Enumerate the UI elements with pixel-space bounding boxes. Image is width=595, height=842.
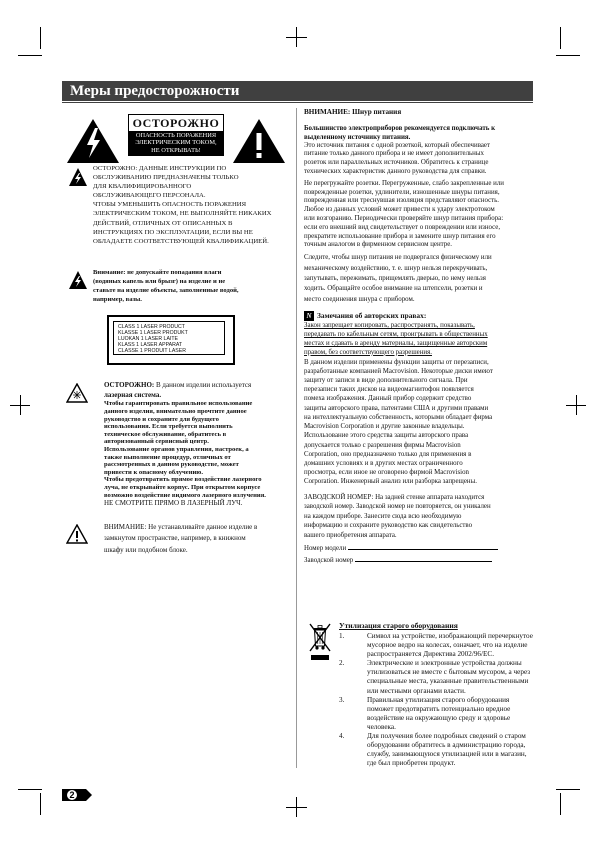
text-line: В данном изделии используется xyxy=(154,381,252,389)
text-line: ходить. Обращайте особое внимание на штепсели, розетки и xyxy=(304,285,483,293)
text-line: Внимание: не допускайте попадания влаги xyxy=(93,269,222,276)
text-line: Macrovision Corporation и другие законные владельцы. xyxy=(304,423,465,431)
text-line: рассмотренных в данном руководстве, может xyxy=(104,461,239,469)
item-text: Электрические и электронные устройства должны утилизоваться не вместе с бытовым мусором, а через специальные места, указанные правительственными или местными органами власти. xyxy=(367,659,531,695)
text-line: ОБСЛУЖИВАЮЩЕГО ПЕРСОНАЛА. xyxy=(93,192,206,200)
serial-number-blank xyxy=(355,561,492,562)
text-line: если его внешний вид свидетельствует о повреждении или износе, xyxy=(304,223,501,231)
list-item xyxy=(339,732,533,768)
service-caution-text xyxy=(93,164,293,246)
text-line: допускается только с разрешения фирмы Macrovision xyxy=(304,441,461,449)
text-line: на каждом приборе. Занесите сюда всю необходимую xyxy=(304,512,462,520)
text-line: Чтобы гарантировать правильное использование xyxy=(104,400,253,408)
disposal-list xyxy=(339,632,533,768)
text-line: луча, не открывайте корпус. При открытом корпусе xyxy=(104,483,261,491)
list-item xyxy=(339,696,533,732)
text-line: ЧТОБЫ УМЕНЬШИТЬ ОПАСНОСТЬ ПОРАЖЕНИЯ xyxy=(93,201,247,209)
text-line: механическому воздействию, т. е. шнур нельзя перекручивать, xyxy=(304,264,488,272)
text-line: или возгоранию. Периодически проверяйте шнур питания прибора: xyxy=(304,214,504,222)
text-line: использования. Если требуется выполнить xyxy=(104,423,233,431)
text-line: Это источник питания с одной розеткой, который обеспечивает xyxy=(304,141,490,149)
text-line: технических характеристик данного руководства для справки. xyxy=(304,167,487,175)
text-line: ОСТОРОЖНО: xyxy=(104,381,155,389)
text-line: ДЛЯ КВАЛИФИЦИРОВАННОГО xyxy=(93,183,192,191)
text-line: В данном изделии применены функции защиты от перезаписи, xyxy=(304,358,489,366)
text-line: (водяных капель или брызг) на изделие и не xyxy=(93,278,226,285)
laser-label-text xyxy=(113,321,225,355)
text-line: перезаписи таких дисков на видеомагнитофон появляется xyxy=(304,386,474,394)
caution-box xyxy=(128,114,224,156)
item-text: Для получения более подробных сведений о старом оборудовании обратитесь в администрацию города, службу, занимающуюся утилизацией или в магазин, где был приобретен продукт. xyxy=(367,732,527,768)
text-line: Большинство электроприборов рекомендуется подключать к xyxy=(304,124,496,132)
crop-mark xyxy=(576,395,577,415)
text-line: местах и сдавать в аренду материалы, защищенные авторским xyxy=(304,340,488,348)
text-line: передавать по кабельным сетям, проигрывать в общественных xyxy=(304,331,488,339)
text-line: НЕ СМОТРИТЕ ПРЯМО В ЛАЗЕРНЫЙ ЛУЧ. xyxy=(104,499,243,508)
crop-mark xyxy=(556,55,580,56)
disposal-title: Утилизация старого оборудования xyxy=(339,621,458,630)
power-paragraph-2 xyxy=(304,180,534,250)
text-line: авторизованный сервисный центр. xyxy=(104,438,209,446)
text-line: заводской номер. Заводской номер не повторяется, он уникален xyxy=(304,503,491,511)
text-line: данного изделия, внимательно прочтите данное xyxy=(104,408,247,415)
caution-title: ОСТОРОЖНО xyxy=(129,115,223,132)
crossed-bin-icon xyxy=(308,622,332,664)
text-line: питание только данного прибора и не имеет дополнительных xyxy=(304,150,484,158)
text-line: розеток или параллельных источников. Обратитесь к странице xyxy=(304,159,489,167)
power-lead xyxy=(304,124,534,142)
model-number-label: Номер модели xyxy=(304,545,347,553)
text-line: ЗАВОДСКОЙ НОМЕР: На задней стенке аппарата находится xyxy=(304,493,485,501)
text-line: прекратите использование прибора и замените шнур питания его xyxy=(304,232,496,240)
laser-class-label xyxy=(107,315,235,365)
text-line: руководство и сохраните для будущего xyxy=(104,415,219,423)
text-line: домашних условиях и в других местах ограниченного xyxy=(304,459,463,467)
text-line: привести к опасному облучению. xyxy=(104,468,203,476)
crop-mark xyxy=(18,55,42,56)
text-line: запутывать, пережимать, прищемлять дверью, по нему нельзя xyxy=(304,274,486,282)
crop-mark xyxy=(560,27,561,49)
text-line: например, вазы. xyxy=(93,296,142,303)
disposal-section xyxy=(339,621,533,768)
page-title: Меры предосторожности xyxy=(70,83,240,99)
serial-number-field xyxy=(304,555,534,567)
text-line: Следите, чтобы шнур питания не подвергался физическому или xyxy=(304,254,492,262)
text-line: место соединения шнура с прибором. xyxy=(304,295,415,303)
model-number-blank xyxy=(348,549,498,550)
text-line: также выполнение процедур, отличных от xyxy=(104,453,231,461)
macrovision-text xyxy=(304,358,534,487)
item-text: Символ на устройстве, изображающий перечеркнутое мусорное ведро на колесах, означает, что на изделие распространяется Директива 2002/96/EC. xyxy=(367,632,533,659)
text-line: правом, без соответствующего разрешения. xyxy=(304,348,432,356)
crop-mark xyxy=(286,807,307,808)
laser-warning-text xyxy=(104,381,294,508)
model-number-field xyxy=(304,543,534,555)
text-line: поврежденные розетки, удлинители, изношенные шнуры питания, xyxy=(304,188,500,196)
serial-number-label: Заводской номер xyxy=(304,557,354,565)
crop-mark xyxy=(560,793,561,815)
item-number: 4. xyxy=(339,732,345,741)
text-line: на интеллектуальную собственность, которыми обладает фирма xyxy=(304,413,493,421)
text-line: защиты авторского права, патентами США и другими правами xyxy=(304,404,489,412)
caution-line: НЕ ОТКРЫВАТЬ! xyxy=(151,146,201,154)
text-line: ОБСЛУЖИВАНИЮ ПРЕДНАЗНАЧЕНЫ ТОЛЬКО xyxy=(93,174,239,182)
crop-mark xyxy=(556,789,580,790)
text-line: ОБЛАДАЕТЕ СООТВЕТСТВУЮЩЕЙ КВАЛИФИКАЦИЕЙ. xyxy=(93,237,269,245)
text-line: поврежденная или треснувшая изоляция представляют опасность. xyxy=(304,197,500,205)
header-rule xyxy=(62,102,533,103)
section-header xyxy=(62,81,533,101)
text-line: вашего приобретения аппарата. xyxy=(304,531,397,539)
text-line: точным аналогом в фирменном сервисном центре. xyxy=(304,241,452,249)
text-line: техническое обслуживание, обратитесь в xyxy=(104,430,227,438)
list-item xyxy=(339,632,533,659)
crop-mark xyxy=(40,27,41,49)
text-line: защиту от записи в виде дополнительного сигнала. При xyxy=(304,377,468,385)
text-line: Corporation. Инженерный анализ или разборка запрещены. xyxy=(304,478,477,486)
item-text: Правильная утилизация старого оборудования поможет предотвратить потенциально вредное воздействие на окружающую среду и здоровье человека. xyxy=(367,695,511,731)
item-number: 3. xyxy=(339,695,345,704)
text-line: разработанные компанией Macrovision. Некоторые диски имеют xyxy=(304,367,493,375)
text-line: информацию и сохраните руководство как свидетельство xyxy=(304,522,473,530)
laser-warning-icon xyxy=(66,383,88,403)
text-line: ЭЛЕКТРИЧЕСКИМ ТОКОМ, НЕ ВЫПОЛНЯЙТЕ НИКАКИХ xyxy=(93,210,272,218)
text-line: ДЕЙСТВИЙ, ОТЛИЧНЫХ ОТ ОПИСАННЫХ В xyxy=(93,219,233,227)
list-item xyxy=(339,659,533,695)
crop-mark xyxy=(286,37,307,38)
text-line: LUOKAN 1 LASER LAITE xyxy=(118,336,178,343)
text-line: Corporation, оно предназначено только для применения в xyxy=(304,450,472,458)
text-line: лазерная система. xyxy=(104,391,162,400)
page-number: 2 xyxy=(69,790,75,800)
text-line: Чтобы предотвратить прямое воздействие лазерного xyxy=(104,476,262,484)
note-icon: N xyxy=(304,311,314,321)
text-line: ОСТОРОЖНО: ДАННЫЕ ИНСТРУКЦИИ ПО xyxy=(93,165,227,172)
text-line: помеха изображения. Данный прибор содержит средство xyxy=(304,395,472,403)
text-line: ставьте на изделие объекты, заполненные водой, xyxy=(93,287,239,294)
caution-line: ОПАСНОСТЬ ПОРАЖЕНИЯ xyxy=(135,132,217,139)
crop-mark xyxy=(40,793,41,815)
text-line: Использование органов управления, настроек, а xyxy=(104,445,249,453)
power-paragraph-3 xyxy=(304,253,534,305)
exclamation-warning-icon xyxy=(232,118,286,164)
caution-line: ЭЛЕКТРИЧЕСКИМ ТОКОМ, xyxy=(135,139,217,147)
column-divider xyxy=(296,108,297,768)
item-number: 1. xyxy=(339,632,345,640)
text-line: Закон запрещает копировать, распространять, показывать, xyxy=(304,322,475,330)
exclamation-warning-icon xyxy=(66,524,88,544)
item-number: 2. xyxy=(339,659,345,668)
power-cord-title: ВНИМАНИЕ: Шнур питания xyxy=(304,108,402,116)
lightning-warning-icon xyxy=(68,167,88,187)
text-line: CLASSE 1 PRODUIT LASER xyxy=(118,348,186,355)
text-line: CLASS 1 LASER PRODUCT xyxy=(118,324,185,330)
copyright-heading xyxy=(304,311,534,321)
text-line: возможно воздействие видимого лазерного излучения. xyxy=(104,491,266,499)
caution-subtext xyxy=(129,132,223,155)
text-line: выделенному источнику питания. xyxy=(304,133,411,141)
text-line: Не перегружайте розетки. Перегруженные, слабо закрепленные или xyxy=(304,179,504,187)
text-line: KLASS 1 LASER APPARAT xyxy=(118,342,183,349)
text-line: Использование этого средства защиты авторского права xyxy=(304,432,469,440)
enclosure-warning-text xyxy=(104,522,294,556)
text-line: Любое из данных условий может привести к удару электротоком xyxy=(304,206,495,214)
crop-mark xyxy=(20,395,21,415)
right-column xyxy=(304,108,534,567)
text-line: шкафу или подобном блоке. xyxy=(104,545,188,554)
text-line: ИНСТРУКЦИЯХ ПО ЭКСПЛУАТАЦИИ, ЕСЛИ ВЫ НЕ xyxy=(93,228,253,236)
lightning-warning-icon xyxy=(68,270,88,290)
text-line: KLASSE 1 LASER PRODUKT xyxy=(118,330,188,337)
text-line: ВНИМАНИЕ: Не устанавливайте данное изделие в xyxy=(104,523,258,531)
copyright-notice xyxy=(304,322,534,357)
moisture-warning-text xyxy=(93,268,293,304)
copyright-title: Замечания об авторских правах: xyxy=(317,311,427,321)
power-paragraph-1 xyxy=(304,142,534,177)
text-line: замкнутом пространстве, например, в книжном xyxy=(104,534,246,543)
serial-number-text xyxy=(304,493,534,541)
lightning-warning-icon xyxy=(66,118,120,164)
text-line: просмотра, если иное не оговорено фирмой Macrovision xyxy=(304,469,469,477)
crop-mark xyxy=(18,789,42,790)
